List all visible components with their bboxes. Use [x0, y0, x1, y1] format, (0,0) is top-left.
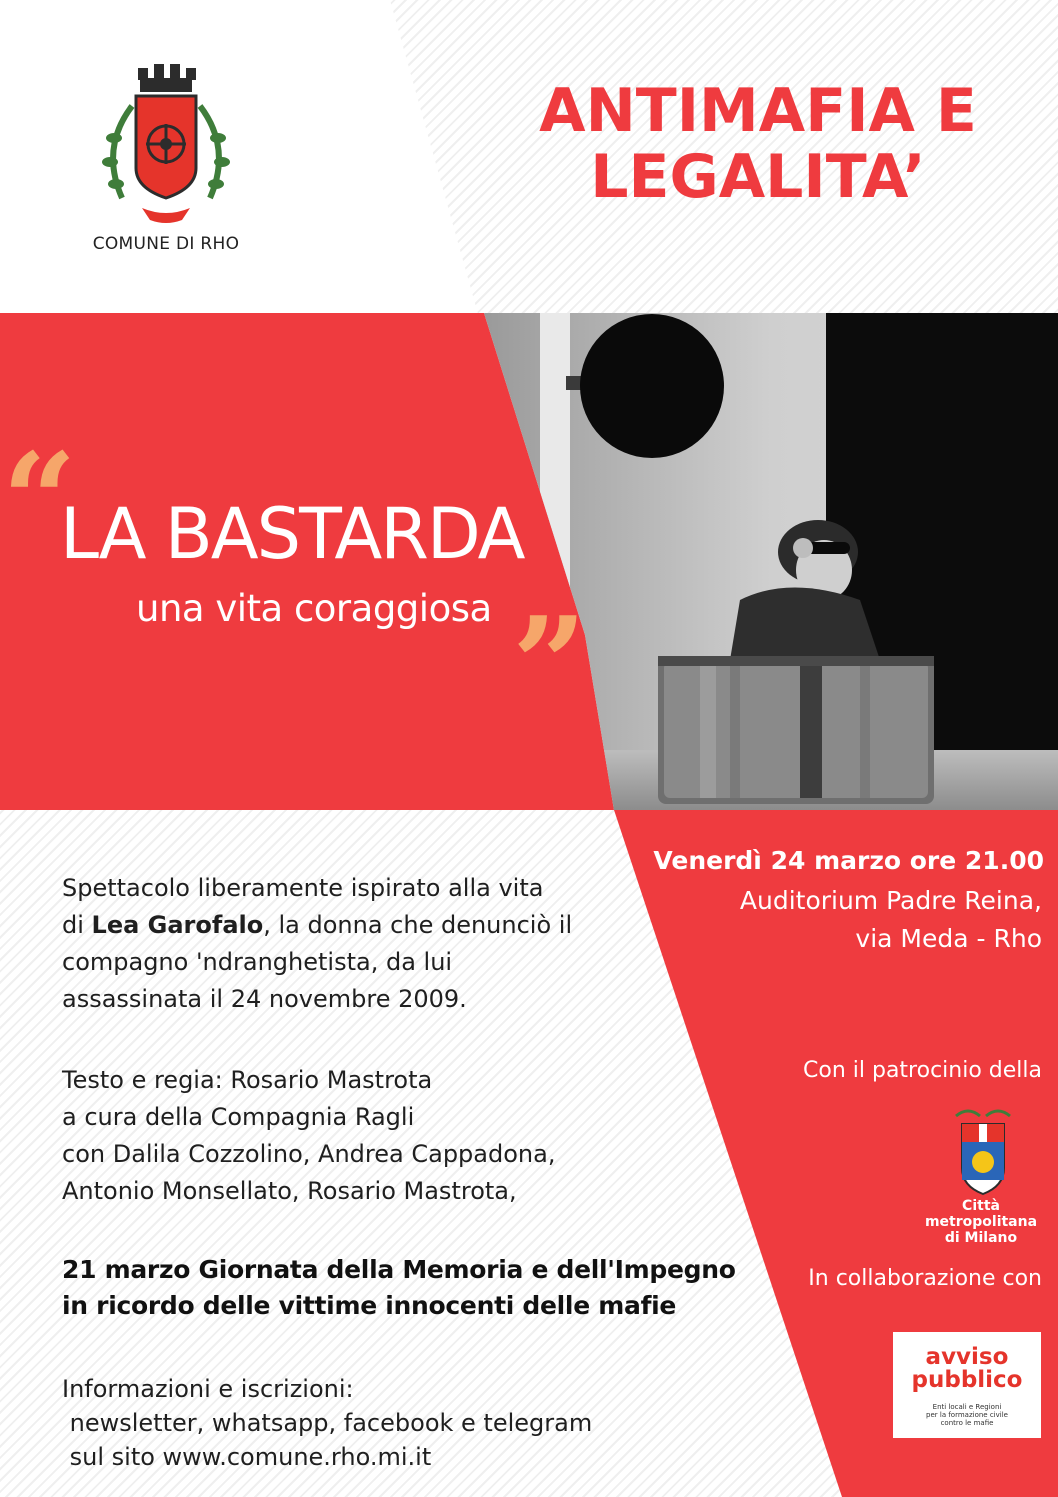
tagline-line: Enti locali e Regioni [932, 1403, 1002, 1411]
close-quote-icon: ” [512, 588, 587, 741]
org-line: di Milano [944, 1230, 1018, 1246]
citta-metropolitana-label [916, 1198, 1046, 1246]
avviso-pubblico-tagline [893, 1403, 1041, 1427]
memoria-notice [62, 1252, 736, 1324]
description-text: di [62, 911, 92, 939]
info-line: Informazioni e iscrizioni: [62, 1375, 354, 1403]
title-line-2: LEGALITA’ [590, 142, 926, 212]
description-line [62, 907, 662, 944]
description-line: Spettacolo liberamente ispirato alla vita [62, 874, 544, 902]
patronage-label: Con il patrocinio della [803, 1058, 1042, 1083]
info-block [62, 1372, 592, 1474]
description [62, 870, 662, 1018]
org-line: Città [962, 1198, 1000, 1214]
show-subtitle: una vita coraggiosa [136, 587, 492, 630]
venue-line-2: via Meda - Rho [855, 924, 1042, 953]
city-label: COMUNE DI RHO [92, 234, 240, 254]
open-quote-icon: “ [2, 424, 77, 577]
credit-line: Antonio Monsellato, Rosario Mastrota, [62, 1177, 517, 1205]
org-line: metropolitana [924, 1214, 1038, 1230]
avviso-pubblico-text [893, 1346, 1041, 1392]
logo-word: avviso [925, 1344, 1009, 1370]
collaboration-label: In collaborazione con [808, 1266, 1042, 1291]
comune-coat-of-arms-icon [92, 58, 240, 228]
tagline-line: contro le mafie [940, 1419, 994, 1427]
tagline-line: per la formazione civile [926, 1411, 1008, 1419]
description-text: , la donna che denunciò il [263, 911, 573, 939]
credit-line: a cura della Compagnia Ragli [62, 1103, 415, 1131]
event-date: Venerdì 24 marzo ore 21.00 [653, 846, 1044, 875]
description-line: assassinata il 24 novembre 2009. [62, 985, 467, 1013]
credits [62, 1062, 662, 1210]
credit-line: con Dalila Cozzolino, Andrea Cappadona, [62, 1140, 556, 1168]
lea-garofalo-name: Lea Garofalo [91, 911, 264, 939]
logo-word: pubblico [911, 1367, 1023, 1393]
citta-metropolitana-logo-icon [950, 1106, 1016, 1196]
memoria-line-2: in ricordo delle vittime innocenti delle mafie [62, 1291, 677, 1320]
credit-line: Testo e regia: Rosario Mastrota [62, 1066, 433, 1094]
info-line: sul sito www.comune.rho.mi.it [62, 1443, 432, 1471]
info-line: newsletter, whatsapp, facebook e telegram [62, 1409, 593, 1437]
venue-line-1: Auditorium Padre Reina, [739, 886, 1042, 915]
title-line-1: ANTIMAFIA E [539, 76, 977, 146]
event-series-title [528, 78, 988, 210]
show-title: LA BASTARDA [60, 493, 524, 575]
description-line: compagno 'ndranghetista, da lui [62, 948, 453, 976]
memoria-line-1: 21 marzo Giornata della Memoria e dell'Impegno [62, 1255, 736, 1284]
